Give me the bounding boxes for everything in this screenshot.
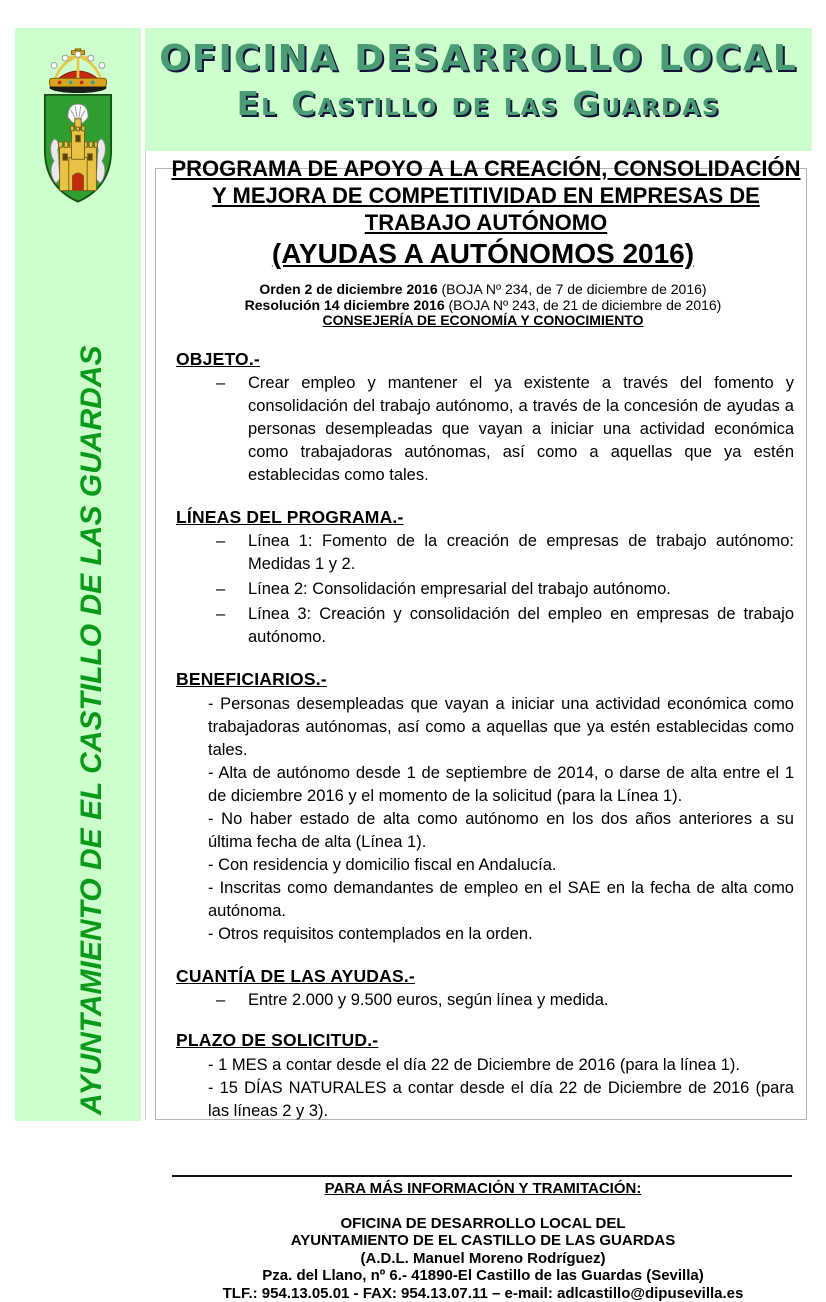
linea-1-item: – Línea 1: Fomento de la creación de empresas de trabajo autónomo: Medidas 1 y 2. (216, 530, 794, 576)
plazo-item: - 1 MES a contar desde el día 22 de Diciembre de 2016 (para la línea 1). (208, 1054, 794, 1077)
banner-title: OFICINA DESARROLLO LOCAL (145, 36, 812, 82)
beneficiarios-item: - Otros requisitos contemplados en la orden. (208, 923, 794, 946)
beneficiarios-item: - Con residencia y domicilio fiscal en Andalucía. (208, 854, 794, 877)
section-heading-cuantia: CUANTÍA DE LAS AYUDAS.- (176, 966, 798, 987)
dash-bullet: – (216, 530, 248, 576)
orden-line: Orden 2 de diciembre 2016 (BOJA Nº 234, de 7 de diciembre de 2016) (168, 282, 798, 298)
consejeria-line: CONSEJERÍA DE ECONOMÍA Y CONOCIMIENTO (168, 313, 798, 329)
banner-subtitle: El Castillo de las Guardas (145, 82, 812, 126)
left-green-panel (15, 28, 141, 1121)
linea-2-item: – Línea 2: Consolidación empresarial del trabajo autónomo. (216, 578, 794, 601)
section-heading-objeto: OBJETO.- (176, 349, 798, 370)
dash-bullet: – (216, 578, 248, 601)
document-subtitle: (AYUDAS A AUTÓNOMOS 2016) (168, 237, 798, 270)
header-banner (145, 28, 812, 151)
coat-of-arms-icon (32, 40, 124, 216)
document-title: PROGRAMA DE APOYO A LA CREACIÓN, CONSOLIDACIÓN Y MEJORA DE COMPETITIVIDAD EN EMPRESAS DE TRABAJO AUTÓNOMO (168, 155, 804, 236)
shield-icon (45, 95, 111, 202)
beneficiarios-list (168, 693, 798, 946)
plazo-item: - 15 DÍAS NATURALES a contar desde el día 22 de Diciembre de 2016 (para las líneas 2 y 3). (208, 1077, 794, 1123)
linea-3-item: – Línea 3: Creación y consolidación del empleo en empresas de trabajo autónomo. (216, 603, 794, 649)
footer-office-line: OFICINA DE DESARROLLO LOCAL DEL (168, 1215, 798, 1233)
section-heading-lineas: LÍNEAS DEL PROGRAMA.- (176, 507, 798, 528)
cuantia-item: – Entre 2.000 y 9.500 euros, según línea y medida. (216, 989, 794, 1012)
footer-adl-line: (A.D.L. Manuel Moreno Rodríguez) (168, 1250, 798, 1268)
footer-contact-block (168, 1215, 798, 1302)
dash-bullet: – (216, 989, 248, 1012)
crown-icon (49, 49, 106, 93)
plazo-list (168, 1054, 798, 1123)
footer-heading: PARA MÁS INFORMACIÓN Y TRAMITACIÓN: (168, 1179, 798, 1198)
section-heading-plazo: PLAZO DE SOLICITUD.- (176, 1030, 798, 1051)
dash-bullet: – (216, 603, 248, 649)
document-body (155, 168, 807, 1120)
section-heading-beneficiarios: BENEFICIARIOS.- (176, 669, 798, 690)
beneficiarios-item: - Inscritas como demandantes de empleo en el SAE en la fecha de alta como autónoma. (208, 877, 794, 923)
beneficiarios-item: - No haber estado de alta como autónomo en los dos años anteriores a su última fecha de alta (Línea 1). (208, 808, 794, 854)
beneficiarios-item: - Personas desempleadas que vayan a iniciar una actividad económica como trabajadoras autónomas, así como a aquellas que ya estén establecidas como tales. (208, 693, 794, 762)
resolucion-line: Resolución 14 diciembre 2016 (BOJA Nº 243, de 21 de diciembre de 2016) (168, 298, 798, 314)
footer-phone-email-line: TLF.: 954.13.05.01 - FAX: 954.13.07.11 – e-mail: adlcastillo@dipusevilla.es (168, 1285, 798, 1302)
beneficiarios-item: - Alta de autónomo desde 1 de septiembre de 2014, o darse de alta entre el 1 de diciembre 2016 y el momento de la solicitud (para la Línea 1). (208, 762, 794, 808)
objeto-item: – Crear empleo y mantener el ya existente a través del fomento y consolidación del trabajo autónomo, a través de la concesión de ayudas a personas desempleadas que vayan a iniciar una actividad económica como trabajadoras autónomas, así como a aquellas que ya estén establecidas como tales. (216, 372, 794, 487)
footer-address-line: Pza. del Llano, nº 6.- 41890-El Castillo de las Guardas (Sevilla) (168, 1267, 798, 1285)
dash-bullet: – (216, 372, 248, 487)
legal-references (168, 282, 798, 329)
footer-divider (172, 1175, 792, 1177)
sidebar-vertical-title: AYUNTAMIENTO DE EL CASTILLO DE LAS GUARDAS (75, 346, 109, 1115)
footer-ayuntamiento-line: AYUNTAMIENTO DE EL CASTILLO DE LAS GUARDAS (168, 1232, 798, 1250)
